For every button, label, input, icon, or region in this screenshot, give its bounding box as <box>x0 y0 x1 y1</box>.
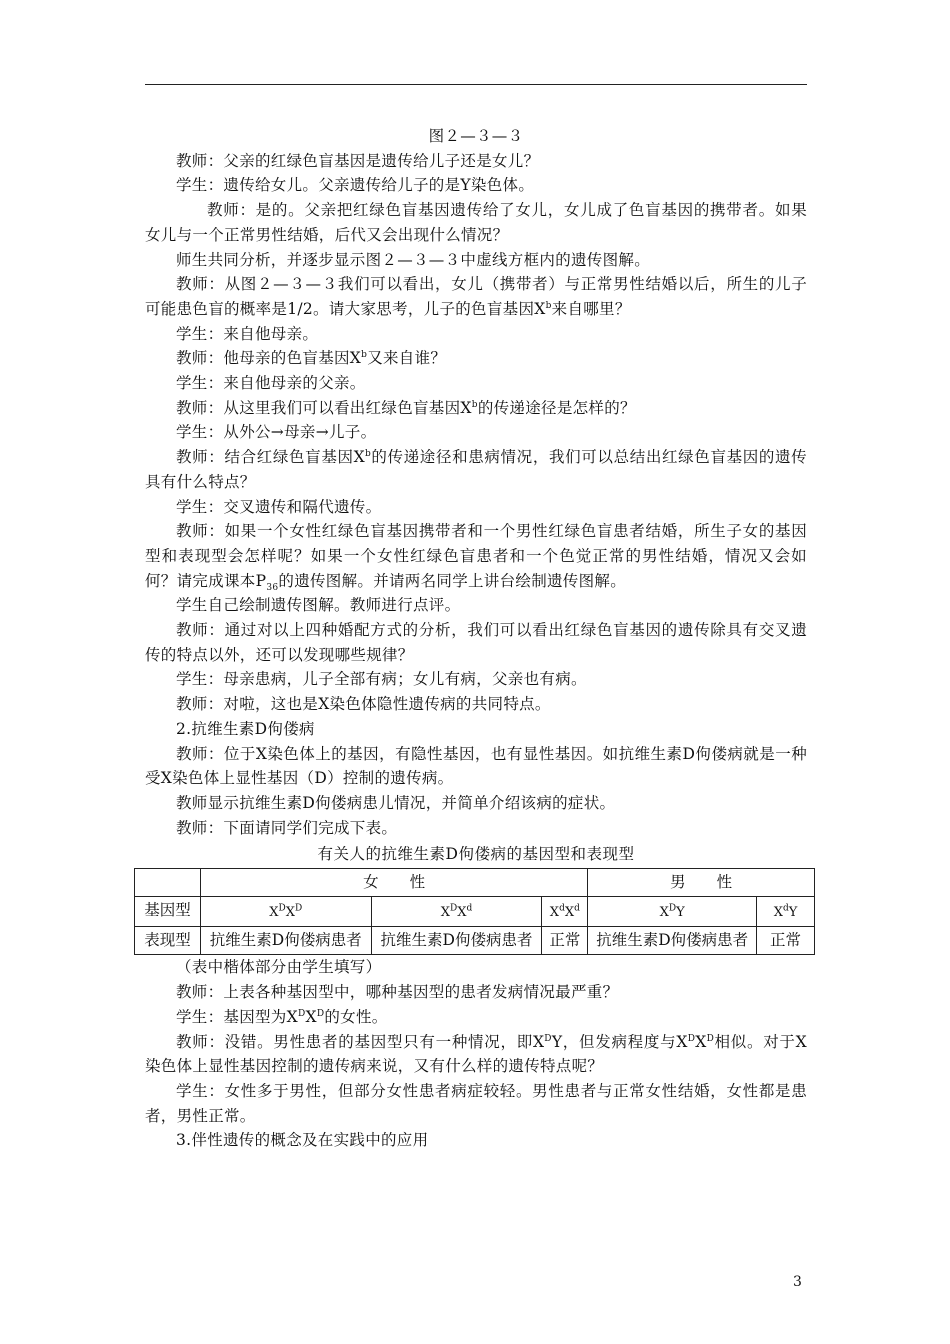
female-header: 女 性 <box>200 869 587 897</box>
header-rule <box>145 84 807 85</box>
paragraph: 师生共同分析，并逐步显示图２—３—３中虚线方框内的遗传图解。 <box>176 250 651 269</box>
paragraph: 教师：通过对以上四种婚配方式的分析，我们可以看出红绿色盲基因的遗传除具有交叉遗传的特点以外，还可以发现哪些规律？ <box>145 621 807 664</box>
figure-caption: 图２—３—３ <box>428 127 524 145</box>
page-body <box>145 124 807 1153</box>
paragraph: 教师：下面请同学们完成下表。 <box>176 818 398 837</box>
paragraph: 学生：女性多于男性，但部分女性患者病症较轻。男性患者与正常女性结婚，女性都是患者，男性正常。 <box>145 1081 807 1125</box>
paragraph: 教师：是的。父亲把红绿色盲基因遗传给了女儿，女儿成了色盲基因的携带者。如果女儿与一个正常男性结婚，后代又会出现什么情况？ <box>145 201 807 244</box>
paragraph: 学生：交叉遗传和隔代遗传。 <box>176 497 382 516</box>
page-number: 3 <box>793 1274 802 1290</box>
paragraph: 3.伴性遗传的概念及在实践中的应用 <box>176 1131 429 1150</box>
phenotype-label: 表现型 <box>135 927 201 955</box>
paragraph: 教师：从图２—３—３我们可以看出，女儿（携带者）与正常男性结婚以后，所生的儿子可能患色盲的概率是1/2。请大家思考，儿子的色盲基因$X^b$来自哪里？ <box>145 275 807 318</box>
genotype-cell: $X^DX^d$ <box>371 897 542 927</box>
genotype-label: 基因型 <box>135 897 201 927</box>
paragraph: 学生：从外公→母亲→儿子。 <box>176 423 377 442</box>
table-corner-cell <box>135 869 201 897</box>
paragraph: 学生自己绘制遗传图解。教师进行点评。 <box>176 596 461 615</box>
paragraph: 教师：结合红绿色盲基因$X^b$的传递途径和患病情况，我们可以总结出红绿色盲基因的遗传具有什么特点？ <box>145 448 807 491</box>
paragraph-list-after-table <box>145 955 807 1153</box>
paragraph: 学生：基因型为$X^DX^D$的女性。 <box>176 1007 388 1026</box>
phenotype-cell: 正常 <box>757 927 815 955</box>
paragraph: 教师：父亲的红绿色盲基因是遗传给儿子还是女儿？ <box>176 151 540 170</box>
phenotype-row <box>135 927 815 955</box>
paragraph: 2.抗维生素D佝偻病 <box>176 719 315 738</box>
paragraph: 教师：从这里我们可以看出红绿色盲基因$X^b$的传递途径是怎样的？ <box>176 398 636 417</box>
paragraph: 教师：对啦，这也是X染色体隐性遗传病的共同特点。 <box>176 695 551 714</box>
table-header-row <box>135 869 815 897</box>
paragraph: 教师：上表各种基因型中，哪种基因型的患者发病情况最严重？ <box>176 983 619 1002</box>
genotype-cell: $X^DY$ <box>588 897 757 927</box>
phenotype-cell: 抗维生素D佝偻病患者 <box>588 927 757 955</box>
table-caption: 有关人的抗维生素D佝偻病的基因型和表现型 <box>317 845 635 864</box>
paragraph: 学生：遗传给女儿。父亲遗传给儿子的是Y染色体。 <box>176 176 535 195</box>
genotype-cell: $X^DX^D$ <box>200 897 371 927</box>
paragraph: （表中楷体部分由学生填写） <box>176 958 382 977</box>
phenotype-cell: 抗维生素D佝偻病患者 <box>371 927 542 955</box>
genotype-phenotype-table <box>134 868 815 955</box>
paragraph: 学生：母亲患病，儿子全部有病；女儿有病，父亲也有病。 <box>176 670 587 689</box>
paragraph: 教师显示抗维生素D佝偻病患儿情况，并简单介绍该病的症状。 <box>176 793 616 812</box>
genotype-cell: $X^dY$ <box>757 897 815 927</box>
paragraph: 教师：他母亲的色盲基因$X^b$又来自谁？ <box>176 349 447 368</box>
paragraph-list <box>145 149 807 841</box>
phenotype-cell: 正常 <box>542 927 588 955</box>
paragraph: 学生：来自他母亲的父亲。 <box>176 374 366 393</box>
genotype-cell: $X^dX^d$ <box>542 897 588 927</box>
paragraph: 教师：位于X染色体上的基因，有隐性基因，也有显性基因。如抗维生素D佝偻病就是一种受X染色体上显性基因（D）控制的遗传病。 <box>145 744 807 788</box>
paragraph: 教师：没错。男性患者的基因型只有一种情况，即$X^DY$，但发病程度与$X^DX^D$相似。对于X染色体上显性基因控制的遗传病来说，又有什么样的遗传特点呢？ <box>145 1032 807 1076</box>
male-header: 男 性 <box>588 869 815 897</box>
paragraph: 教师：如果一个女性红绿色盲基因携带者和一个男性红绿色盲患者结婚，所生子女的基因型和表现型会怎样呢？如果一个女性红绿色盲患者和一个色觉正常的男性结婚，情况又会如何？请完成课本$P_{36}$的遗传图解。并请两名同学上讲台绘制遗传图解。 <box>145 522 807 593</box>
paragraph: 学生：来自他母亲。 <box>176 324 319 343</box>
genotype-row <box>135 897 815 927</box>
phenotype-cell: 抗维生素D佝偻病患者 <box>200 927 371 955</box>
